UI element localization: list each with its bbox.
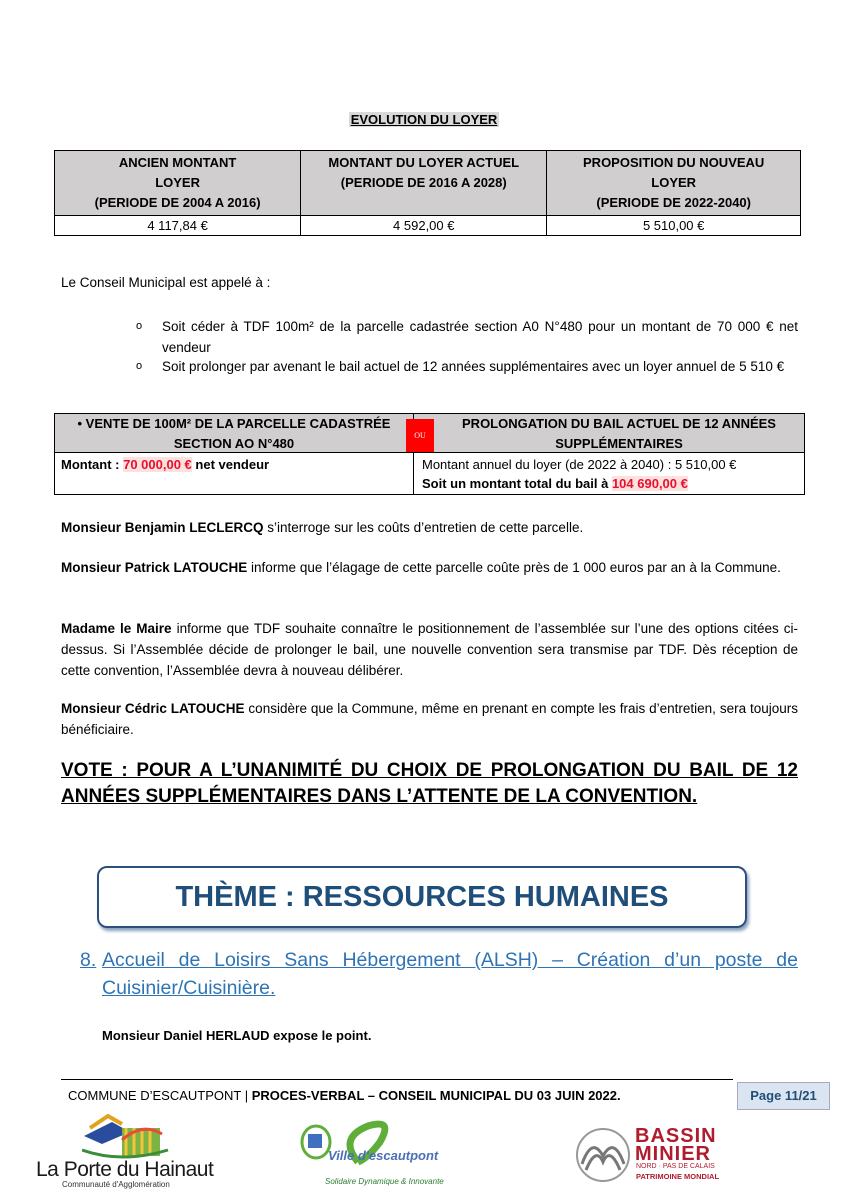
footer-divider — [61, 1079, 733, 1080]
paragraph — [61, 517, 798, 538]
ou-badge: OU — [406, 419, 434, 453]
section-heading — [80, 946, 798, 1002]
footer-text — [68, 1088, 621, 1103]
bassin-region: NORD · PAS DE CALAIS — [636, 1163, 715, 1170]
bullet-text: Soit prolonger par avenant le bail actuel de 12 années supplémentaires avec un loyer annuel de 5 510 € — [162, 359, 785, 374]
option-sale-header — [54, 413, 414, 453]
speaker-name: Madame le Maire — [61, 621, 172, 636]
header-line: LOYER — [651, 175, 697, 190]
paragraph-text: considère que la Commune, même en prenant en compte les frais d’entretien, sera toujours bénéficiaire. — [61, 701, 798, 737]
footer-pv: PROCES-VERBAL – CONSEIL MUNICIPAL DU 03 JUIN 2022. — [251, 1088, 621, 1103]
value-actuel: 4 592,00 € — [301, 216, 547, 236]
section-number: 8. — [80, 949, 97, 971]
page-number: Page 11/21 — [737, 1082, 830, 1110]
header-line: LOYER — [155, 175, 200, 190]
escautpont-name: Ville d'escautpont — [328, 1148, 439, 1163]
total-label: Soit un montant total du bail à — [422, 476, 609, 491]
table-header-row — [55, 151, 801, 216]
speaker-name: Monsieur Benjamin LECLERCQ — [61, 520, 264, 535]
footer-commune: COMMUNE D’ESCAUTPONT | — [68, 1088, 252, 1103]
paragraph — [61, 618, 798, 681]
bullet-marker: o — [136, 360, 143, 372]
option-extension-body — [413, 452, 805, 495]
header-line: ANCIEN MONTANT — [118, 155, 237, 170]
annual-rent: Montant annuel du loyer (de 2022 à 2040) : 5 510,00 € — [422, 457, 737, 472]
porte-hainaut-sub: Communauté d'Agglomération — [62, 1180, 170, 1189]
option-sale-body — [54, 452, 414, 495]
header-nouveau — [547, 151, 801, 216]
bassin-patrimoine: PATRIMOINE MONDIAL — [636, 1172, 720, 1181]
paragraph — [61, 557, 798, 578]
header-actuel — [301, 151, 547, 216]
value-nouveau: 5 510,00 € — [547, 216, 801, 236]
paragraph-text: s’interroge sur les coûts d’entretien de cette parcelle. — [263, 520, 584, 535]
header-line: MONTANT DU LOYER ACTUEL — [328, 155, 520, 170]
header-ancien — [55, 151, 301, 216]
bullet-marker: o — [136, 320, 143, 332]
sale-amount: 70 000,00 € — [123, 457, 192, 472]
section-title-text: Accueil de Loisirs Sans Hébergement (ALSH) – Création d’un poste de Cuisinier/Cuisinière. — [102, 949, 798, 999]
header-line: (PERIODE DE 2016 A 2028) — [340, 175, 507, 190]
total-amount: 104 690,00 € — [611, 476, 688, 491]
speaker-name: Monsieur Cédric LATOUCHE — [61, 701, 245, 716]
table-row — [55, 216, 801, 236]
option-extension-header — [413, 413, 805, 453]
theme-heading: THÈME : RESSOURCES HUMAINES — [97, 866, 747, 928]
value-ancien: 4 117,84 € — [55, 216, 301, 236]
amount-label: Montant : — [61, 457, 120, 472]
amount-suffix: net vendeur — [195, 457, 270, 472]
bassin-word: BASSIN — [635, 1125, 717, 1147]
header-line: (PERIODE DE 2022-2040) — [596, 195, 751, 210]
header-line: SECTION AO N°480 — [173, 436, 295, 451]
header-line: • VENTE DE 100M² DE LA PARCELLE CADASTRÉE — [77, 416, 391, 431]
bassin-minier-name — [635, 1127, 717, 1163]
paragraph-text: informe que l’élagage de cette parcelle coûte près de 1 000 euros par an à la Commune. — [247, 560, 781, 575]
escautpont-slogan: Solidaire Dynamique & Innovante — [325, 1177, 444, 1186]
intro-text: Le Conseil Municipal est appelé à : — [61, 275, 271, 290]
speaker-name: Monsieur Patrick LATOUCHE — [61, 560, 248, 575]
options-table — [54, 413, 805, 495]
header-line: PROPOSITION DU NOUVEAU — [583, 155, 765, 170]
escautpont-logo — [298, 1118, 448, 1176]
list-item — [136, 356, 798, 377]
list-item — [136, 316, 798, 358]
header-line: PROLONGATION DU BAIL ACTUEL DE 12 ANNÉES — [462, 416, 776, 431]
expose-text: Monsieur Daniel HERLAUD expose le point. — [102, 1028, 372, 1043]
paragraph-text: informe que TDF souhaite connaître le positionnement de l’assemblée sur l’une des options citées ci-dessus. Si l’Assemblée décide de prolonger le bail, une nouvelle convention sera transmise par TDF. Dès réception de cette convention, l’Assemblée devra à nouveau délibérer. — [61, 621, 798, 678]
section-title: EVOLUTION DU LOYER — [350, 112, 498, 127]
porte-hainaut-name: La Porte du Hainaut — [36, 1158, 214, 1181]
header-line: SUPPLÉMENTAIRES — [555, 436, 683, 451]
minier-word: MINIER — [635, 1143, 711, 1165]
paragraph — [61, 698, 798, 740]
bassin-minier-logo — [574, 1126, 632, 1184]
vote-result: VOTE : POUR A L’UNANIMITÉ DU CHOIX DE PROLONGATION DU BAIL DE 12 ANNÉES SUPPLÉMENTAIRES DANS L’ATTENTE DE LA CONVENTION. — [61, 760, 798, 807]
porte-hainaut-logo — [82, 1114, 172, 1160]
loyer-table — [54, 150, 801, 236]
header-line: (PERIODE DE 2004 A 2016) — [94, 195, 261, 210]
bullet-text: Soit céder à TDF 100m² de la parcelle cadastrée section A0 N°480 pour un montant de 70 000 € net vendeur — [162, 319, 798, 355]
